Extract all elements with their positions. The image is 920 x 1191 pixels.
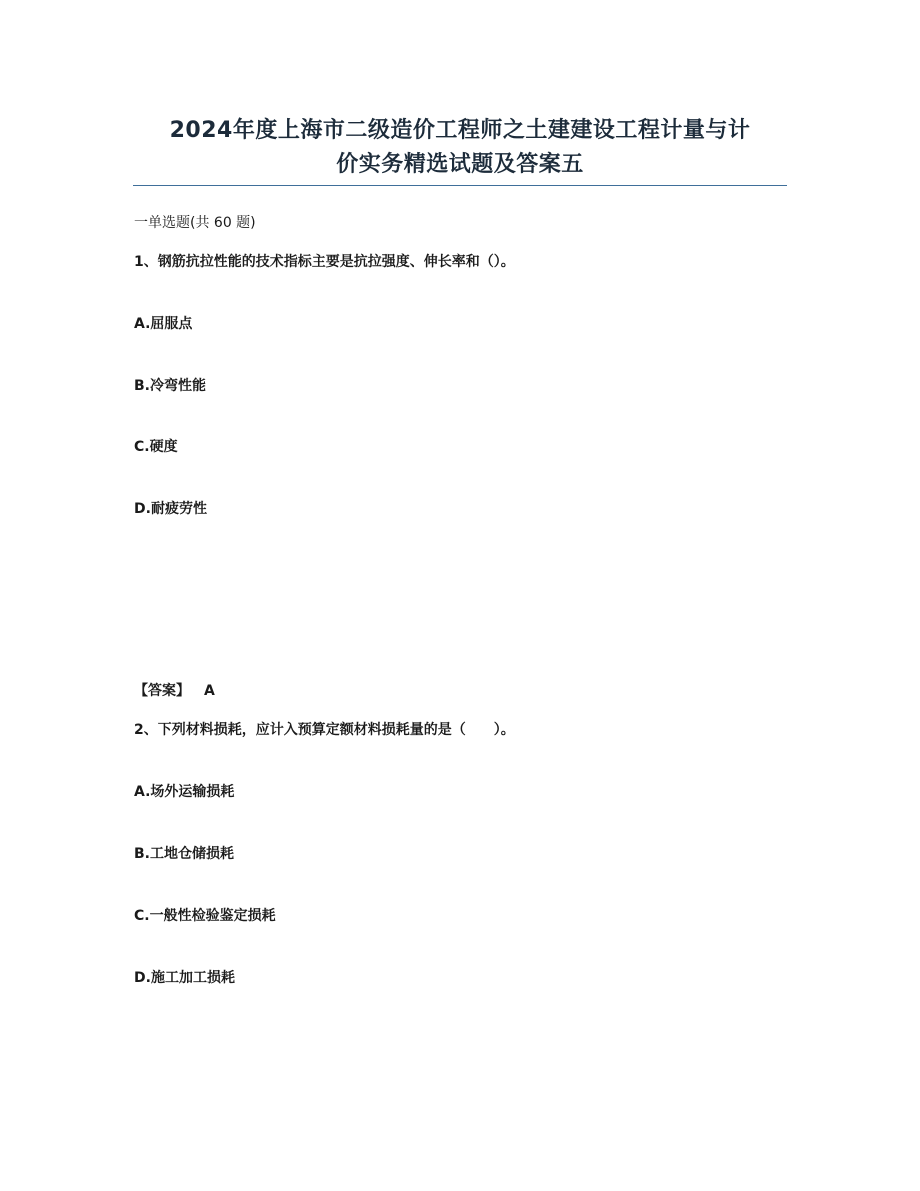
question-1-stem: 1、钢筋抗拉性能的技术指标主要是抗拉强度、伸长率和（）。: [134, 254, 515, 270]
question-1-option-d: D.耐疲劳性: [134, 501, 207, 517]
page-title: [133, 114, 787, 182]
question-2-stem: 2、下列材料损耗，应计入预算定额材料损耗量的是（ ）。: [134, 722, 515, 738]
question-1-answer: [134, 681, 215, 701]
section-header: 一单选题(共 60 题): [134, 215, 256, 231]
title-line-1: 2024年度上海市二级造价工程师之土建建设工程计量与计: [169, 118, 751, 143]
question-2-option-d: D.施工加工损耗: [134, 970, 235, 986]
title-line-2: 价实务精选试题及答案五: [336, 152, 584, 177]
question-1-option-c: C.硬度: [134, 439, 178, 455]
question-1-option-a: A.屈服点: [134, 316, 193, 332]
question-2-option-a: A.场外运输损耗: [134, 784, 235, 800]
answer-label: 【答案】: [134, 683, 190, 699]
title-divider: [133, 185, 787, 186]
question-1-option-b: B.冷弯性能: [134, 378, 206, 394]
question-2-option-b: B.工地仓储损耗: [134, 846, 234, 862]
answer-value: A: [204, 683, 215, 699]
question-2-option-c: C.一般性检验鉴定损耗: [134, 908, 276, 924]
